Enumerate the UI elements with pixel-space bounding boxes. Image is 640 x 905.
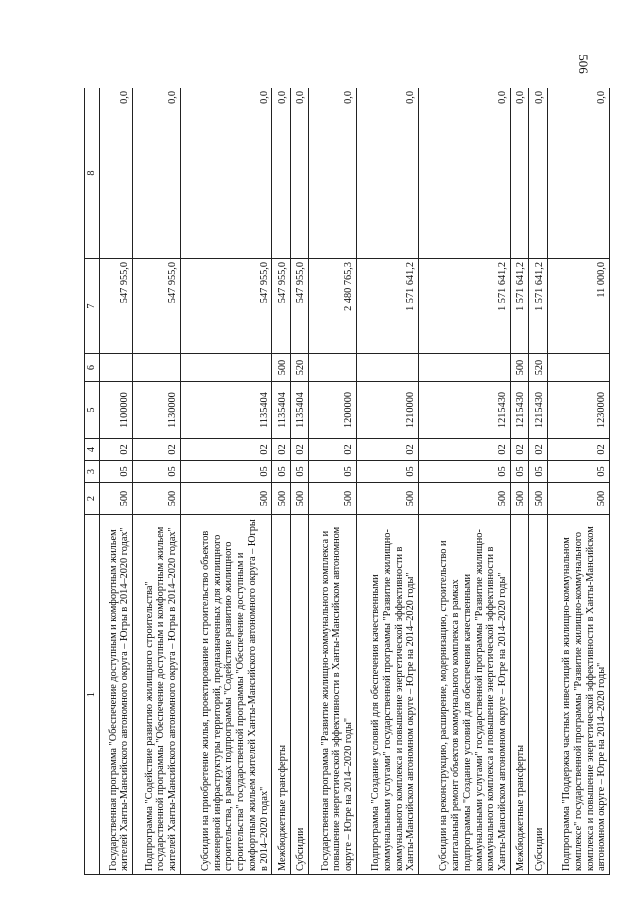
table-row [419, 88, 511, 875]
section-code-cell: 05 [100, 461, 133, 483]
row-name-cell: Субсидии на реконструкцию, расширение, модернизацию, строительство и капитальный ремонт объектов коммунального комплекса в рамках подпрограммы "Создание условий для обеспечения качественными коммунальными услугами" государственной программы "Развитие жилищно-коммунального комплекса и повышение энергетической эффективности в Ханты-Мансийском автономном округе – Югре на 2014–2020 годы" [419, 515, 511, 875]
table-row [529, 88, 547, 875]
amount-secondary-cell: 0,0 [419, 88, 511, 259]
section-code-cell: 05 [547, 461, 609, 483]
page-number: 506 [575, 54, 591, 74]
subsection-code-cell: 02 [510, 439, 528, 461]
column-header: 7 [85, 259, 100, 354]
subsection-code-cell: 02 [272, 439, 290, 461]
amount-cell: 1 571 641,2 [419, 259, 511, 354]
table-row [309, 88, 357, 875]
row-name-cell: Подпрограмма "Поддержка частных инвестиций в жилищно-коммунальном комплексе" государственной программы "Развитие жилищно-коммунального комплекса и повышение энергетической эффективности в Ханты-Мансийском автономном округе – Югре на 2014–2020 годы" [547, 515, 609, 875]
table-row [547, 88, 609, 875]
amount-secondary-cell: 0,0 [510, 88, 528, 259]
target-article-cell: 1135404 [290, 382, 308, 439]
row-name-cell: Подпрограмма "Содействие развитию жилищного строительства" государственной программы "Обеспечение доступным и комфортным жильем жителей Ханты-Мансийского автономного округа – Югры в 2014–2020 годах" [133, 515, 181, 875]
expense-type-cell: 520 [529, 354, 547, 382]
expense-type-cell [547, 354, 609, 382]
amount-cell: 1 571 641,2 [510, 259, 528, 354]
target-article-cell: 1215430 [529, 382, 547, 439]
expense-type-cell [100, 354, 133, 382]
target-article-cell: 1210000 [356, 382, 418, 439]
subsection-code-cell: 02 [100, 439, 133, 461]
subsection-code-cell: 02 [180, 439, 272, 461]
amount-secondary-cell: 0,0 [356, 88, 418, 259]
table-row [180, 88, 272, 875]
expense-type-cell: 500 [272, 354, 290, 382]
table-row [290, 88, 308, 875]
amount-cell: 11 000,0 [547, 259, 609, 354]
amount-cell: 2 480 765,3 [309, 259, 357, 354]
subsection-code-cell: 02 [419, 439, 511, 461]
admin-code-cell: 500 [133, 483, 181, 515]
admin-code-cell: 500 [309, 483, 357, 515]
subsection-code-cell: 02 [356, 439, 418, 461]
row-name-cell: Межбюджетные трансферты [510, 515, 528, 875]
admin-code-cell: 500 [510, 483, 528, 515]
amount-cell: 1 571 641,2 [529, 259, 547, 354]
row-name-cell: Государственная программа "Обеспечение доступным и комфортным жильем жителей Ханты-Мансийского автономного округа – Югры в 2014–2020 годах" [100, 515, 133, 875]
expense-type-cell [309, 354, 357, 382]
section-code-cell: 05 [356, 461, 418, 483]
admin-code-cell: 500 [180, 483, 272, 515]
subsection-code-cell: 02 [133, 439, 181, 461]
column-header: 5 [85, 382, 100, 439]
column-header: 3 [85, 461, 100, 483]
section-code-cell: 05 [272, 461, 290, 483]
admin-code-cell: 500 [272, 483, 290, 515]
amount-secondary-cell: 0,0 [547, 88, 609, 259]
expense-type-cell: 500 [510, 354, 528, 382]
amount-cell: 547 955,0 [272, 259, 290, 354]
budget-table-container [84, 88, 610, 875]
expense-type-cell [419, 354, 511, 382]
table-row [100, 88, 133, 875]
target-article-cell: 1215430 [510, 382, 528, 439]
amount-cell: 547 955,0 [100, 259, 133, 354]
target-article-cell: 1135404 [180, 382, 272, 439]
amount-secondary-cell: 0,0 [272, 88, 290, 259]
target-article-cell: 1200000 [309, 382, 357, 439]
section-code-cell: 05 [180, 461, 272, 483]
table-row [510, 88, 528, 875]
subsection-code-cell: 02 [529, 439, 547, 461]
expense-type-cell [356, 354, 418, 382]
table-row [133, 88, 181, 875]
admin-code-cell: 500 [419, 483, 511, 515]
amount-cell: 547 955,0 [290, 259, 308, 354]
target-article-cell: 1130000 [133, 382, 181, 439]
budget-table [84, 88, 610, 875]
amount-secondary-cell: 0,0 [133, 88, 181, 259]
column-header: 2 [85, 483, 100, 515]
section-code-cell: 05 [309, 461, 357, 483]
expense-type-cell: 520 [290, 354, 308, 382]
section-code-cell: 05 [510, 461, 528, 483]
target-article-cell: 1100000 [100, 382, 133, 439]
target-article-cell: 1230000 [547, 382, 609, 439]
column-header: 4 [85, 439, 100, 461]
subsection-code-cell: 02 [547, 439, 609, 461]
amount-secondary-cell: 0,0 [290, 88, 308, 259]
row-name-cell: Подпрограмма "Создание условий для обеспечения качественными коммунальными услугами" государственной программы "Развитие жилищно-коммунального комплекса и повышение энергетической эффективности в Ханты-Мансийском автономном округе – Югре на 2014–2020 годы" [356, 515, 418, 875]
rotated-table-frame [84, 88, 610, 875]
amount-secondary-cell: 0,0 [100, 88, 133, 259]
row-name-cell: Субсидии на приобретение жилья, проектирование и строительство объектов инженерной инфраструктуры территорий, предназначенных для жилищного строительства, в рамках подпрограммы "Содействие развитию жилищного строительства" государственной программы "Обеспечение доступным и комфортным жильем жителей Ханты-Мансийского автономного округа – Югры в 2014–2020 годах" [180, 515, 272, 875]
subsection-code-cell: 02 [290, 439, 308, 461]
amount-cell: 547 955,0 [133, 259, 181, 354]
column-header: 6 [85, 354, 100, 382]
admin-code-cell: 500 [547, 483, 609, 515]
admin-code-cell: 500 [100, 483, 133, 515]
section-code-cell: 05 [133, 461, 181, 483]
table-body [100, 88, 610, 875]
row-name-cell: Субсидии [529, 515, 547, 875]
table-row [356, 88, 418, 875]
section-code-cell: 05 [419, 461, 511, 483]
expense-type-cell [180, 354, 272, 382]
column-header: 8 [85, 88, 100, 259]
expense-type-cell [133, 354, 181, 382]
admin-code-cell: 500 [529, 483, 547, 515]
row-name-cell: Субсидии [290, 515, 308, 875]
target-article-cell: 1135404 [272, 382, 290, 439]
table-row [272, 88, 290, 875]
amount-cell: 1 571 641,2 [356, 259, 418, 354]
column-header: 1 [85, 515, 100, 875]
section-code-cell: 05 [529, 461, 547, 483]
amount-secondary-cell: 0,0 [180, 88, 272, 259]
admin-code-cell: 500 [290, 483, 308, 515]
section-code-cell: 05 [290, 461, 308, 483]
amount-cell: 547 955,0 [180, 259, 272, 354]
amount-secondary-cell: 0,0 [309, 88, 357, 259]
row-name-cell: Государственная программа "Развитие жилищно-коммунального комплекса и повышение энергетической эффективности в Ханты-Мансийском автономном округе – Югре на 2014–2020 годы" [309, 515, 357, 875]
admin-code-cell: 500 [356, 483, 418, 515]
target-article-cell: 1215430 [419, 382, 511, 439]
subsection-code-cell: 02 [309, 439, 357, 461]
table-header-row [85, 88, 100, 875]
row-name-cell: Межбюджетные трансферты [272, 515, 290, 875]
amount-secondary-cell: 0,0 [529, 88, 547, 259]
